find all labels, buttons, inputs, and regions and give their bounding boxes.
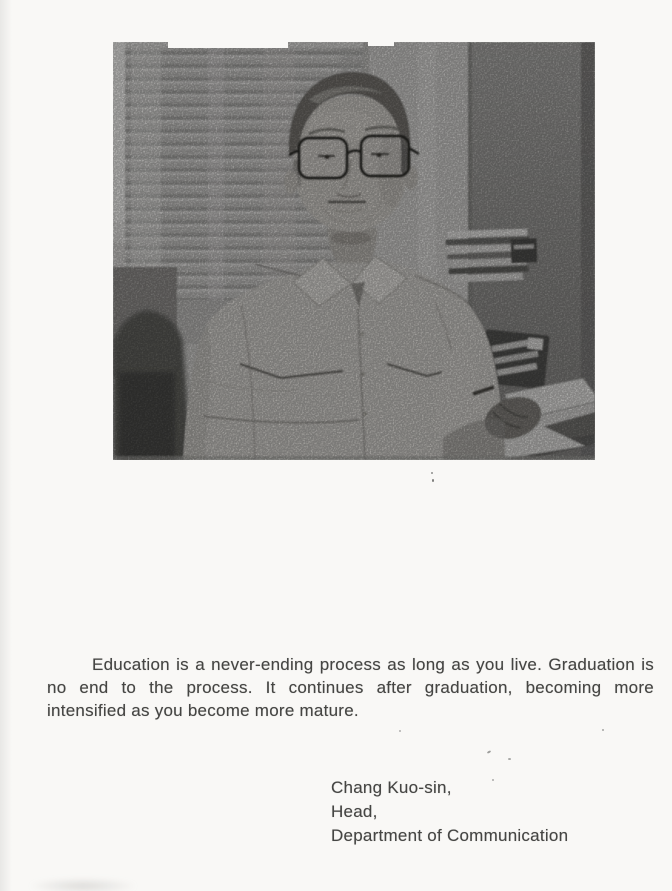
portrait-photo — [113, 42, 595, 460]
quote-paragraph — [47, 653, 654, 722]
scan-speck — [508, 758, 511, 760]
quote-line: no end to the process. It continues after graduation, becoming more — [47, 678, 654, 697]
scan-speck — [431, 472, 433, 474]
quote-line: intensified as you become more mature. — [47, 701, 359, 720]
attribution-title: Head, — [331, 802, 378, 821]
scan-speck — [399, 730, 401, 732]
portrait-photo-illustration — [113, 42, 595, 460]
attribution-name: Chang Kuo-sin, — [331, 778, 452, 797]
attribution-department: Department of Communication — [331, 826, 569, 845]
quote-line: Education is a never-ending process as long as you live. Graduation is — [92, 655, 654, 674]
scan-speck — [487, 750, 491, 754]
scan-speck — [602, 729, 604, 731]
scan-edge-shading — [0, 0, 12, 891]
attribution-block — [331, 776, 568, 848]
scan-smudge — [28, 878, 138, 891]
scan-speck — [432, 479, 434, 482]
